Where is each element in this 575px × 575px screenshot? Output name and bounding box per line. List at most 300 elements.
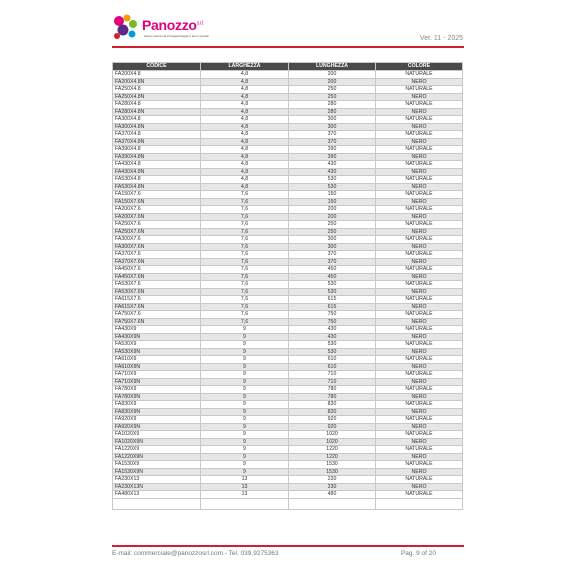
cell-width: 9 [201,438,289,446]
column-header-width: LARGHEZZA [201,63,289,71]
cell-width: 4,8 [201,161,289,169]
column-header-color: COLORE [376,63,463,71]
cell-length: 300 [289,123,376,131]
cell-color: NATURALE [376,206,463,214]
cell-color: NERO [376,453,463,461]
cell-width: 4,8 [201,71,289,79]
cell-code: FA710X9 [113,371,201,379]
cell-length: 780 [289,386,376,394]
cell-length: 1530 [289,468,376,476]
cell-length: 830 [289,408,376,416]
cell-empty [289,498,376,509]
cell-code: FA610X9N [113,363,201,371]
table-row [113,108,463,116]
table-row [113,183,463,191]
cell-length: 250 [289,228,376,236]
cell-code: FA430X9N [113,333,201,341]
cell-code: FA530X7.6 [113,281,201,289]
cell-code: FA480X13 [113,491,201,499]
cell-code: FA1530X9 [113,461,201,469]
table-row [113,78,463,86]
table-row [113,228,463,236]
cell-length: 710 [289,371,376,379]
cell-width: 9 [201,386,289,394]
cell-code: FA370X7.6 [113,251,201,259]
cell-color: NERO [376,273,463,281]
cell-length: 1220 [289,453,376,461]
cell-length: 710 [289,378,376,386]
cell-length: 370 [289,138,376,146]
cell-code: FA530X9 [113,341,201,349]
cell-code: FA250X7.6 [113,221,201,229]
cell-width: 7,6 [201,191,289,199]
cell-color: NATURALE [376,146,463,154]
table-row [113,408,463,416]
cell-length: 200 [289,206,376,214]
cell-width: 4,8 [201,123,289,131]
cell-length: 200 [289,71,376,79]
page-number: Pag. 9 of 20 [400,550,436,557]
cell-code: FA200X7.6N [113,213,201,221]
cell-color: NERO [376,183,463,191]
footer-contact: E-mail: commerciale@panozzosrl.com - Tel. 039.9275363 [112,550,279,557]
cell-code: FA230X13N [113,483,201,491]
table-row [113,198,463,206]
cell-color: NATURALE [376,416,463,424]
cell-width: 4,8 [201,101,289,109]
cell-color: NERO [376,408,463,416]
table-row [113,116,463,124]
cell-width: 4,8 [201,138,289,146]
table-row [113,281,463,289]
cell-code: FA710X9N [113,378,201,386]
cell-color: NERO [376,138,463,146]
cell-width: 7,6 [201,221,289,229]
cell-code: FA615X7.6 [113,296,201,304]
cell-code: FA450X7.6 [113,266,201,274]
cell-length: 530 [289,288,376,296]
table-row [113,258,463,266]
cell-width: 4,8 [201,146,289,154]
cell-width: 4,8 [201,183,289,191]
cell-color: NATURALE [376,296,463,304]
cell-code: FA1020X9N [113,438,201,446]
cell-code: FA250X4.8N [113,93,201,101]
table-body [113,71,463,510]
cell-color: NERO [376,483,463,491]
cell-code: FA280X4.8N [113,108,201,116]
cell-code: FA1530X9N [113,468,201,476]
cell-code: FA390X4.8 [113,146,201,154]
cell-length: 615 [289,303,376,311]
cell-code: FA780X9N [113,393,201,401]
cell-code: FA300X4.8N [113,123,201,131]
cell-width: 9 [201,393,289,401]
table-row [113,483,463,491]
cell-code: FA830X9N [113,408,201,416]
cell-length: 430 [289,168,376,176]
table-row [113,348,463,356]
cell-empty [376,498,463,509]
table-row-empty [113,498,463,509]
cell-code: FA610X9 [113,356,201,364]
cell-width: 7,6 [201,206,289,214]
cell-code: FA1220X9N [113,453,201,461]
table-row [113,363,463,371]
cell-color: NATURALE [376,281,463,289]
cell-color: NATURALE [376,356,463,364]
cell-length: 370 [289,131,376,139]
table-row [113,146,463,154]
cell-length: 370 [289,258,376,266]
cell-color: NERO [376,288,463,296]
cell-length: 750 [289,318,376,326]
cell-color: NERO [376,423,463,431]
cell-color: NATURALE [376,431,463,439]
brand-name: Panozzo$^{s.r.l.}$ [142,17,205,33]
cell-length: 530 [289,176,376,184]
cell-color: NATURALE [376,236,463,244]
cell-color: NATURALE [376,476,463,484]
cell-color: NERO [376,348,463,356]
cell-code: FA300X7.6 [113,236,201,244]
cell-color: NERO [376,363,463,371]
cell-code: FA430X4.8N [113,168,201,176]
table-row [113,416,463,424]
cell-width: 9 [201,401,289,409]
table-row [113,438,463,446]
table-row [113,131,463,139]
cell-color: NATURALE [376,326,463,334]
table-row [113,318,463,326]
cell-width: 7,6 [201,236,289,244]
table-row [113,423,463,431]
table-row [113,446,463,454]
cell-length: 615 [289,296,376,304]
cell-color: NATURALE [376,191,463,199]
cell-length: 200 [289,78,376,86]
table-row [113,191,463,199]
cell-color: NATURALE [376,401,463,409]
table-row [113,266,463,274]
cell-color: NERO [376,153,463,161]
cell-length: 530 [289,348,376,356]
cell-color: NATURALE [376,461,463,469]
cell-code: FA780X9 [113,386,201,394]
cell-width: 7,6 [201,296,289,304]
cell-length: 200 [289,213,376,221]
cell-width: 9 [201,446,289,454]
cell-width: 9 [201,326,289,334]
cell-color: NERO [376,123,463,131]
cell-code: FA750X7.6N [113,318,201,326]
cell-length: 920 [289,423,376,431]
cell-width: 7,6 [201,251,289,259]
cell-width: 7,6 [201,258,289,266]
cell-color: NERO [376,318,463,326]
cell-length: 300 [289,236,376,244]
cell-color: NATURALE [376,161,463,169]
cell-length: 530 [289,341,376,349]
cell-width: 4,8 [201,86,289,94]
cell-color: NERO [376,378,463,386]
table-row [113,161,463,169]
cell-empty [113,498,201,509]
table-row [113,101,463,109]
table-row [113,333,463,341]
cell-color: NATURALE [376,386,463,394]
cell-length: 150 [289,198,376,206]
cell-length: 450 [289,273,376,281]
cell-code: FA150X7.6 [113,191,201,199]
cell-width: 4,8 [201,93,289,101]
cell-code: FA200X4.8 [113,71,201,79]
table-row [113,123,463,131]
table-row [113,468,463,476]
cell-code: FA430X4.8 [113,161,201,169]
cell-code: FA370X4.8N [113,138,201,146]
cell-width: 9 [201,416,289,424]
table-row [113,236,463,244]
cell-code: FA250X7.6N [113,228,201,236]
table-row [113,476,463,484]
cell-code: FA150X7.6N [113,198,201,206]
table-row [113,221,463,229]
cell-width: 4,8 [201,153,289,161]
cell-color: NATURALE [376,86,463,94]
cell-color: NERO [376,438,463,446]
cell-color: NATURALE [376,131,463,139]
cell-color: NATURALE [376,71,463,79]
table-row [113,138,463,146]
cell-code: FA530X9N [113,348,201,356]
cell-width: 9 [201,468,289,476]
cell-length: 920 [289,416,376,424]
cell-length: 280 [289,101,376,109]
cell-length: 430 [289,333,376,341]
cell-code: FA300X7.6N [113,243,201,251]
cell-width: 9 [201,408,289,416]
table-header-row [113,63,463,71]
column-header-code: CODICE [113,63,201,71]
cell-width: 13 [201,491,289,499]
cell-length: 530 [289,281,376,289]
cell-code: FA530X4.8N [113,183,201,191]
cell-width: 9 [201,423,289,431]
cell-width: 9 [201,348,289,356]
cell-width: 9 [201,363,289,371]
cell-color: NERO [376,78,463,86]
cell-color: NATURALE [376,311,463,319]
cell-length: 750 [289,311,376,319]
cell-width: 4,8 [201,168,289,176]
cell-length: 250 [289,221,376,229]
cell-code: FA250X4.8 [113,86,201,94]
document-version: Ver. 11 - 2025 [419,35,463,42]
cell-color: NATURALE [376,341,463,349]
table-row [113,288,463,296]
company-logo [112,13,209,47]
table-row [113,213,463,221]
cell-length: 280 [289,108,376,116]
table-row [113,431,463,439]
cell-code: FA920X9 [113,416,201,424]
cell-code: FA200X7.6 [113,206,201,214]
cell-width: 4,8 [201,176,289,184]
cell-length: 430 [289,326,376,334]
cell-color: NERO [376,228,463,236]
cell-width: 7,6 [201,213,289,221]
cell-color: NATURALE [376,221,463,229]
cell-width: 7,6 [201,288,289,296]
cell-code: FA370X4.8 [113,131,201,139]
table-row [113,296,463,304]
table-row [113,401,463,409]
cell-color: NATURALE [376,116,463,124]
cell-color: NATURALE [376,491,463,499]
table-row [113,341,463,349]
cell-length: 480 [289,491,376,499]
cell-width: 9 [201,341,289,349]
cell-color: NATURALE [376,251,463,259]
cell-empty [201,498,289,509]
cell-code: FA830X9 [113,401,201,409]
cell-width: 13 [201,476,289,484]
cell-length: 610 [289,363,376,371]
cell-color: NATURALE [376,371,463,379]
cell-color: NATURALE [376,176,463,184]
cell-color: NATURALE [376,266,463,274]
cell-color: NERO [376,198,463,206]
cell-width: 9 [201,461,289,469]
cell-length: 450 [289,266,376,274]
cell-length: 610 [289,356,376,364]
table-row [113,386,463,394]
cell-code: FA450X7.6N [113,273,201,281]
cell-color: NERO [376,108,463,116]
cell-width: 7,6 [201,311,289,319]
cell-length: 300 [289,116,376,124]
cell-width: 9 [201,378,289,386]
cell-color: NERO [376,393,463,401]
column-header-length: LUNGHEZZA [289,63,376,71]
product-table [112,62,463,510]
cell-code: FA1220X9 [113,446,201,454]
cell-length: 1530 [289,461,376,469]
cell-color: NERO [376,168,463,176]
cell-width: 13 [201,483,289,491]
cell-color: NERO [376,243,463,251]
cell-width: 9 [201,356,289,364]
cell-width: 4,8 [201,131,289,139]
footer-divider [112,545,464,547]
table-row [113,356,463,364]
cell-color: NERO [376,468,463,476]
cell-code: FA920X9N [113,423,201,431]
table-row [113,93,463,101]
cell-code: FA530X4.8 [113,176,201,184]
cell-code: FA530X7.6N [113,288,201,296]
cell-width: 9 [201,453,289,461]
cell-length: 250 [289,86,376,94]
cell-length: 530 [289,183,376,191]
table-row [113,378,463,386]
cell-color: NERO [376,258,463,266]
table-row [113,71,463,79]
table-row [113,153,463,161]
cell-width: 7,6 [201,228,289,236]
table-row [113,311,463,319]
cell-color: NERO [376,333,463,341]
table-row [113,453,463,461]
cell-width: 4,8 [201,78,289,86]
cell-width: 7,6 [201,243,289,251]
cell-length: 390 [289,146,376,154]
cell-width: 7,6 [201,303,289,311]
cell-code: FA370X7.6N [113,258,201,266]
cell-color: NERO [376,93,463,101]
table-row [113,461,463,469]
cell-width: 7,6 [201,318,289,326]
table-row [113,326,463,334]
cell-width: 7,6 [201,266,289,274]
brand-tagline: sistemi elettrici da immagazzinaggio e lavori speciali [144,34,209,38]
cell-length: 230 [289,483,376,491]
cell-color: NERO [376,213,463,221]
table-row [113,393,463,401]
table-row [113,243,463,251]
cell-color: NATURALE [376,446,463,454]
cell-code: FA280X4.8 [113,101,201,109]
cell-code: FA300X4.8 [113,116,201,124]
cell-length: 1220 [289,446,376,454]
cell-color: NATURALE [376,101,463,109]
table-row [113,176,463,184]
cell-code: FA1020X9 [113,431,201,439]
cell-width: 7,6 [201,281,289,289]
page-header [0,0,575,50]
table-row [113,273,463,281]
header-divider [112,46,464,48]
table-row [113,86,463,94]
cell-length: 430 [289,161,376,169]
cell-code: FA230X13 [113,476,201,484]
cell-code: FA390X4.8N [113,153,201,161]
table-row [113,251,463,259]
cell-width: 9 [201,333,289,341]
cell-length: 250 [289,93,376,101]
table-row [113,303,463,311]
cell-width: 4,8 [201,108,289,116]
product-table-container [112,62,462,510]
cell-width: 9 [201,431,289,439]
cell-length: 230 [289,476,376,484]
table-row [113,206,463,214]
cell-length: 300 [289,243,376,251]
cell-length: 1020 [289,431,376,439]
logo-dots-icon [112,13,142,43]
cell-length: 1020 [289,438,376,446]
cell-width: 7,6 [201,273,289,281]
table-row [113,168,463,176]
cell-length: 150 [289,191,376,199]
table-row [113,491,463,499]
cell-width: 7,6 [201,198,289,206]
cell-length: 390 [289,153,376,161]
cell-width: 9 [201,371,289,379]
cell-code: FA750X7.6 [113,311,201,319]
cell-length: 370 [289,251,376,259]
